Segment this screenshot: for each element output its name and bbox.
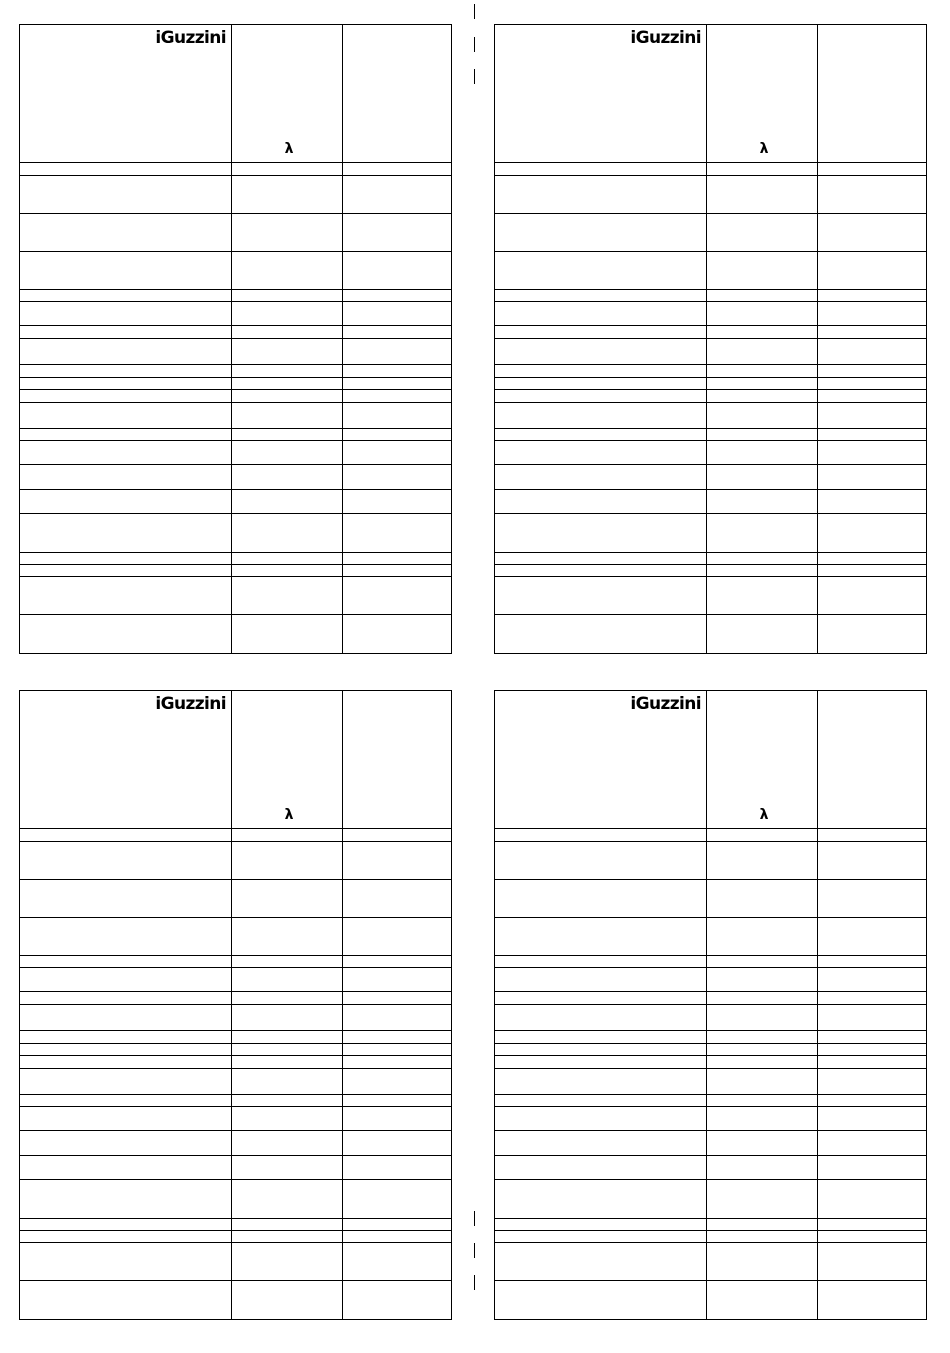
iguzzini-logo: iGuzzini <box>155 28 226 48</box>
table-grid <box>19 24 452 654</box>
fold-mark <box>474 1211 475 1226</box>
lambda-symbol: λ <box>759 141 769 157</box>
lambda-symbol: λ <box>284 807 294 823</box>
datasheet-panel-top-right <box>494 24 927 654</box>
datasheet-panel-bottom-left <box>19 690 452 1320</box>
lambda-symbol: λ <box>759 807 769 823</box>
fold-mark <box>474 37 475 52</box>
datasheet-panel-bottom-right <box>494 690 927 1320</box>
table-grid <box>19 690 452 1320</box>
iguzzini-logo: iGuzzini <box>155 694 226 714</box>
table-grid <box>494 690 927 1320</box>
fold-mark <box>474 4 475 19</box>
lambda-symbol: λ <box>284 141 294 157</box>
table-grid <box>494 24 927 654</box>
datasheet-panel-top-left <box>19 24 452 654</box>
iguzzini-logo: iGuzzini <box>630 694 701 714</box>
fold-mark <box>474 1275 475 1290</box>
fold-mark <box>474 1243 475 1258</box>
fold-mark <box>474 69 475 84</box>
iguzzini-logo: iGuzzini <box>630 28 701 48</box>
